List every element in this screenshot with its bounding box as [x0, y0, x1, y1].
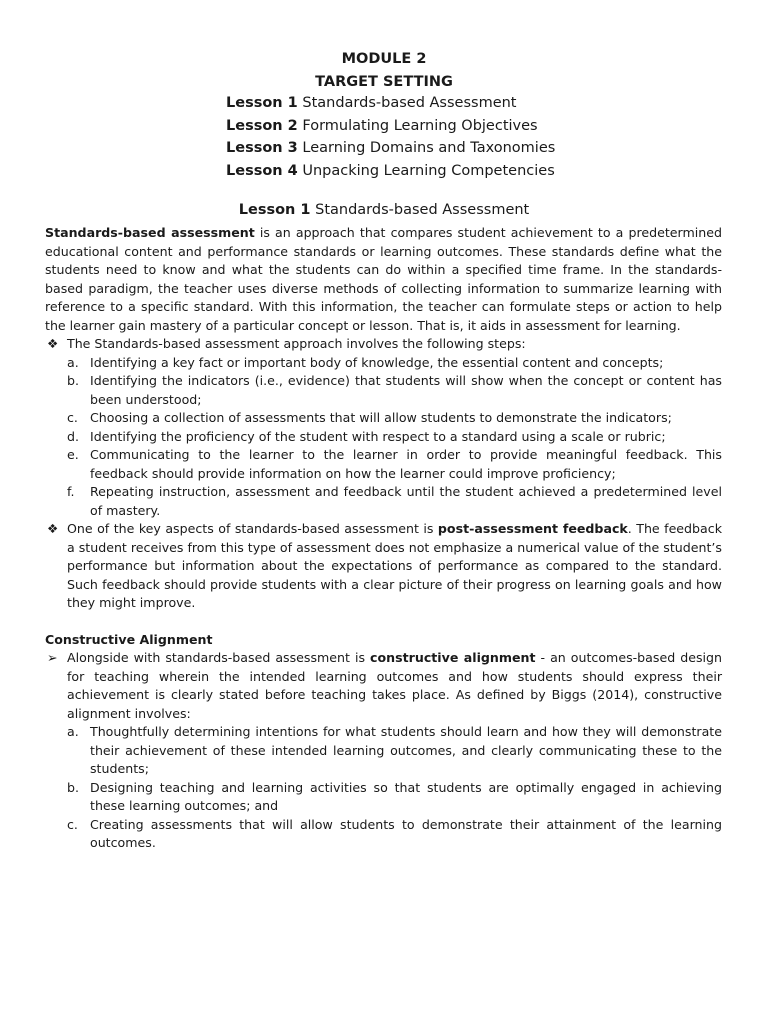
- list-label: f.: [67, 484, 75, 499]
- module-header: [0, 48, 768, 94]
- lesson-title: Standards-based Assessment: [302, 95, 517, 111]
- list-item: [45, 409, 722, 428]
- intro-paragraph: [45, 224, 722, 335]
- feedback-text-before: One of the key aspects of standards-based assessment is: [67, 521, 438, 536]
- list-item: [45, 446, 722, 483]
- lesson-title: Unpacking Learning Competencies: [302, 162, 555, 179]
- feedback-term: post-assessment feedback: [437, 521, 628, 536]
- list-text: Repeating instruction, assessment and feedback until the student achieved a predetermined level of mastery.: [90, 484, 722, 518]
- list-text: Creating assessments that will allow students to demonstrate their attainment of the learning outcomes.: [90, 816, 722, 850]
- alignment-text-before: Alongside with standards-based assessment is: [67, 650, 371, 665]
- alignment-bullet: [45, 649, 722, 723]
- body-text: [45, 224, 722, 853]
- module-number: MODULE 2: [341, 51, 427, 67]
- list-item: [45, 372, 722, 409]
- lesson-item: [226, 115, 555, 138]
- arrow-bullet-icon: ➢: [47, 650, 58, 665]
- list-label: b.: [67, 373, 79, 388]
- lesson-item: [226, 137, 555, 160]
- list-text: Communicating to the learner to the learner in order to provide meaningful feedback. This feedback should provide information on how the learner could improve proficiency;: [90, 447, 722, 481]
- list-item: [45, 779, 722, 816]
- list-label: a.: [67, 724, 79, 739]
- list-label: d.: [67, 428, 79, 444]
- steps-bullet: [45, 335, 722, 354]
- diamond-bullet-icon: ❖: [47, 336, 59, 351]
- steps-intro: The Standards-based assessment approach involves the following steps:: [67, 336, 526, 351]
- lesson-title: Formulating Learning Objectives: [302, 117, 538, 134]
- list-text: Choosing a collection of assessments that will allow students to demonstrate the indicators;: [90, 410, 672, 425]
- lesson-title: Learning Domains and Taxonomies: [302, 140, 556, 156]
- section-number: Lesson 1: [238, 202, 311, 218]
- lesson-number: Lesson 1: [226, 95, 298, 111]
- intro-text: is an approach that compares student achievement to a predetermined educational content and performance standards or learning outcomes. These standards define what the students need to know and what the students can do within a specified time frame. In the standards- based paradigm, the teacher uses diverse methods of collecting information to summarize learning with reference to a specific standard. With this information, the teacher can formulate steps or action to help the learner gain mastery of a particular concept or lesson. That is, it aids in assessment for learning.: [45, 225, 722, 333]
- section-title: [0, 202, 768, 218]
- alignment-heading: Constructive Alignment: [45, 631, 213, 647]
- lesson-number: Lesson 3: [226, 140, 298, 156]
- list-item: [45, 483, 722, 520]
- intro-term: Standards-based assessment: [45, 225, 255, 240]
- lesson-item: [226, 92, 555, 115]
- list-item: [45, 428, 722, 447]
- lesson-number: Lesson 4: [226, 162, 298, 179]
- list-label: a.: [67, 354, 79, 370]
- alignment-text-after: - an outcomes-based design for teaching wherein the intended learning outcomes and how students should express their achievement is clearly stated before teaching takes place. As defined by Biggs (2014), constructive alignment involves:: [67, 650, 722, 721]
- lesson-number: Lesson 2: [226, 117, 298, 134]
- list-item: [45, 723, 722, 779]
- list-text: Identifying the proficiency of the student with respect to a standard using a scale or rubric;: [90, 428, 666, 444]
- list-item: [45, 354, 722, 373]
- list-label: e.: [67, 447, 79, 462]
- list-item: [45, 816, 722, 853]
- list-text: Designing teaching and learning activities so that students are optimally engaged in achieving these learning outcomes; and: [90, 779, 722, 813]
- section-name: Standards-based Assessment: [315, 202, 530, 218]
- list-label: c.: [67, 410, 78, 425]
- list-label: b.: [67, 779, 79, 795]
- lesson-list: [226, 92, 555, 182]
- list-text: Identifying a key fact or important body of knowledge, the essential content and concepts;: [90, 354, 664, 370]
- list-text: Thoughtfully determining intentions for what students should learn and how they will demonstrate their achievement of these intended learning outcomes, and clearly communicating these to the students;: [90, 724, 722, 776]
- feedback-bullet: [45, 520, 722, 613]
- list-label: c.: [67, 816, 78, 832]
- lesson-item: [226, 160, 555, 183]
- feedback-text-after: . The feedback a student receives from this type of assessment does not emphasize a numerical value of the student’s performance but information about the expectations of performance as compared to the standard. Such feedback should provide students with a clear picture of their progress on learning goals and how they might improve.: [67, 521, 722, 610]
- diamond-bullet-icon: ❖: [47, 521, 59, 536]
- alignment-term: constructive alignment: [370, 650, 536, 665]
- list-text: Identifying the indicators (i.e., evidence) that students will show when the concept or content has been understood;: [90, 373, 722, 407]
- module-title: TARGET SETTING: [315, 74, 453, 90]
